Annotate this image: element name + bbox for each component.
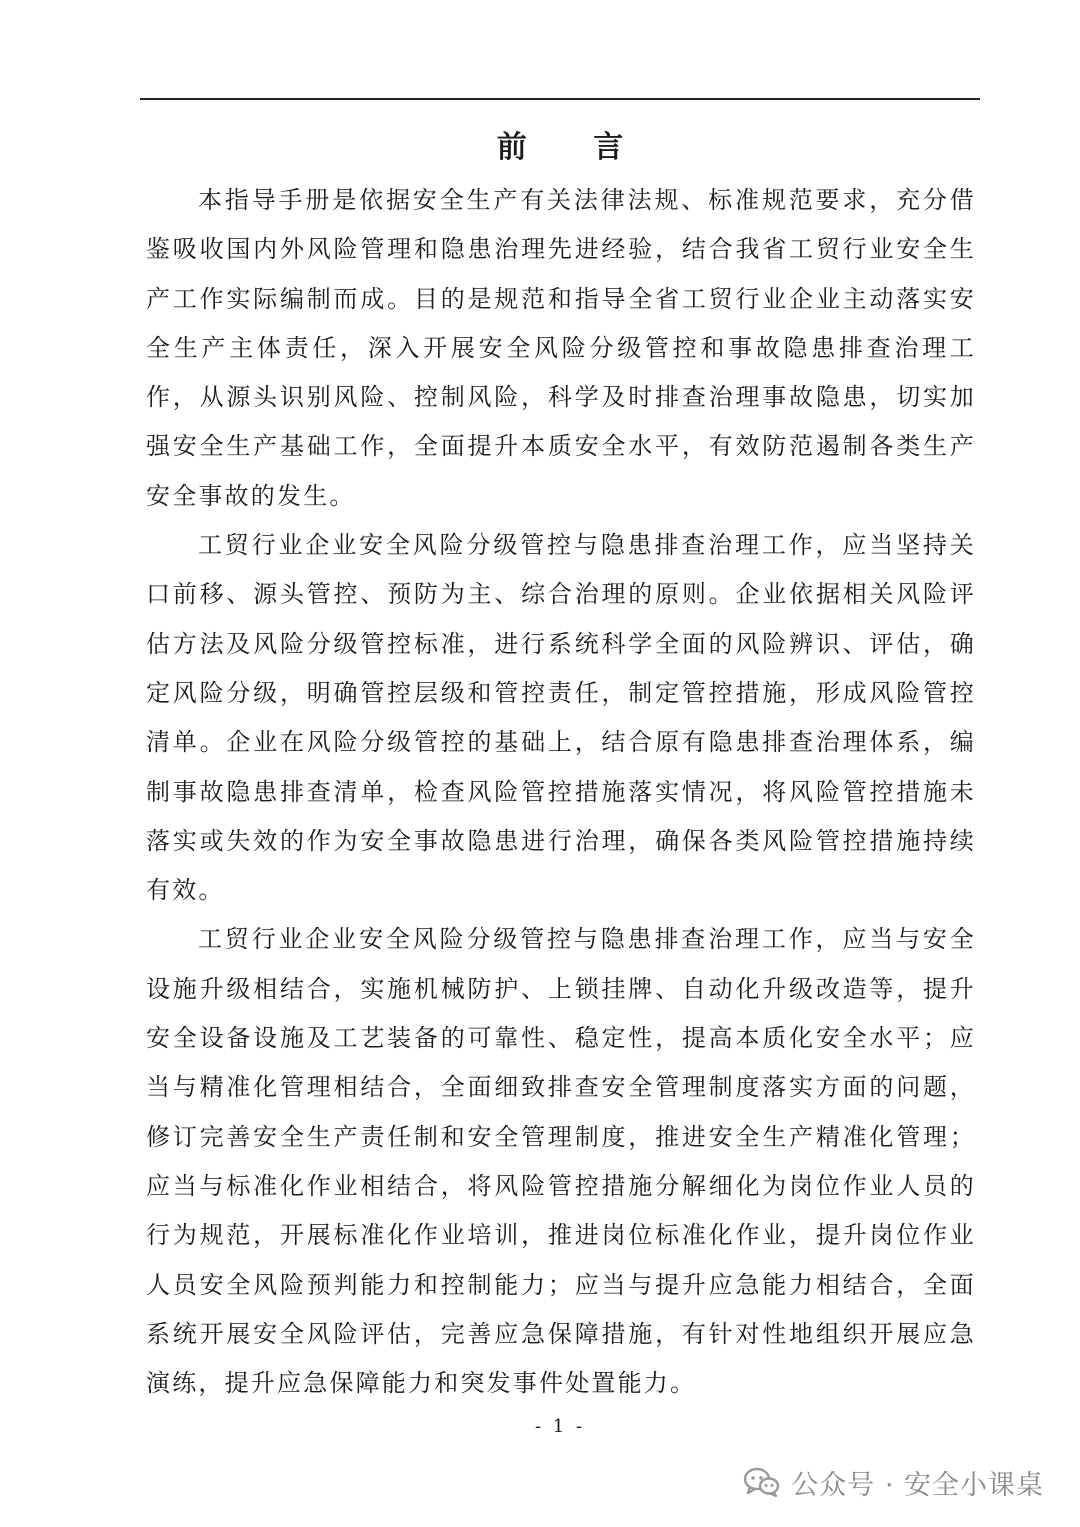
paragraph-1: 本指导手册是依据安全生产有关法律法规、标准规范要求，充分借鉴吸收国内外风险管理和隐患治理先进经验，结合我省工贸行业安全生产工作实际编制而成。目的是规范和指导全省工贸行业企业主动落实安全生产主体责任，深入开展安全风险分级管控和事故隐患排查治理工作，从源头识别风险、控制风险，科学及时排查治理事故隐患，切实加强安全生产基础工作，全面提升本质安全水平，有效防范遏制各类生产安全事故的发生。 <box>146 186 976 510</box>
wechat-icon <box>743 1466 781 1498</box>
body-text <box>146 176 976 1408</box>
paragraph-3: 工贸行业企业安全风险分级管控与隐患排查治理工作，应当与安全设施升级相结合，实施机械防护、上锁挂牌、自动化升级改造等，提升安全设备设施及工艺装备的可靠性、稳定性，提高本质化安全水平；应当与精准化管理相结合，全面细致排查安全管理制度落实方面的问题，修订完善安全生产责任制和安全管理制度，推进安全生产精准化管理；应当与标准化作业相结合，将风险管控措施分解细化为岗位作业人员的行为规范，开展标准化作业培训，推进岗位标准化作业，提升岗位作业人员安全风险预判能力和控制能力；应当与提升应急能力相结合，全面系统开展安全风险评估，完善应急保障措施，有针对性地组织开展应急演练，提升应急保障能力和突发事件处置能力。 <box>146 925 976 1398</box>
page-title: 前 言 <box>496 130 652 165</box>
paragraph-2: 工贸行业企业安全风险分级管控与隐患排查治理工作，应当坚持关口前移、源头管控、预防为主、综合治理的原则。企业依据相关风险评估方法及风险分级管控标准，进行系统科学全面的风险辨识、评估，确定风险分级，明确管控层级和管控责任，制定管控措施，形成风险管控清单。企业在风险分级管控的基础上，结合原有隐患排查治理体系，编制事故隐患排查清单，检查风险管控措施落实情况，将风险管控措施未落实或失效的作为安全事故隐患进行治理，确保各类风险管控措施持续有效。 <box>146 531 976 905</box>
watermark-text: 公众号 · 安全小课桌 <box>791 1469 1044 1501</box>
watermark <box>743 1459 1044 1505</box>
header-rule <box>140 98 980 100</box>
page-number: - 1 - <box>534 1416 586 1437</box>
